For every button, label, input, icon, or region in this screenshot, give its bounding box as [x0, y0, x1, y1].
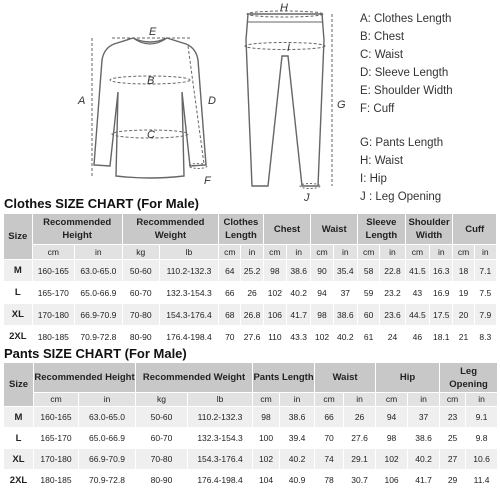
legend-item: A: Clothes Length [360, 13, 452, 25]
measurement-legend [360, 10, 500, 206]
legend-item: D: Sleeve Length [360, 67, 449, 79]
table-cell: 98 [311, 304, 333, 326]
table-cell: 170-180 [34, 449, 79, 470]
unit-cell: cm [34, 393, 79, 407]
table-cell: 21 [453, 326, 474, 348]
table-cell: 38.6 [287, 260, 311, 282]
label-d: D [208, 95, 216, 107]
table-cell: 27.6 [344, 428, 376, 449]
unit-cell: in [287, 245, 311, 260]
header-clothes-length: Clothes Length [219, 214, 264, 245]
unit-cell: in [333, 245, 357, 260]
header-recommended-height: Recommended Height [32, 214, 122, 245]
legend-item: E: Shoulder Width [360, 85, 453, 97]
unit-cell: cm [263, 245, 286, 260]
unit-cell: kg [136, 393, 188, 407]
size-cell: 2XL [4, 326, 33, 348]
table-cell: 26 [241, 282, 263, 304]
table-cell: 29.1 [344, 449, 376, 470]
header-waist: Waist [315, 363, 376, 393]
size-cell: 2XL [4, 470, 34, 491]
table-cell: 100 [253, 428, 280, 449]
table-cell: 110.2-132.3 [188, 407, 253, 428]
label-j: J [304, 192, 310, 204]
table-cell: 132.3-154.3 [159, 282, 218, 304]
clothes-table-body [4, 260, 497, 348]
table-cell: 104 [253, 470, 280, 491]
shirt-outline [94, 38, 206, 178]
table-cell: 20 [453, 304, 474, 326]
table-cell: 23.2 [380, 282, 405, 304]
legend-item: G: Pants Length [360, 137, 444, 149]
pants-size-table [3, 362, 498, 491]
table-cell: 70 [315, 428, 344, 449]
table-cell: 18 [453, 260, 474, 282]
table-cell: 11.4 [466, 470, 498, 491]
table-row [4, 260, 497, 282]
table-cell: 68 [219, 304, 241, 326]
table-cell: 26.8 [241, 304, 263, 326]
table-cell: 40.9 [280, 470, 315, 491]
table-cell: 41.7 [408, 470, 440, 491]
legend-spacer [360, 118, 500, 134]
table-cell: 27.6 [241, 326, 263, 348]
table-cell: 160-165 [34, 407, 79, 428]
table-cell: 63.0-65.0 [79, 407, 136, 428]
table-cell: 70.9-72.8 [79, 470, 136, 491]
table-cell: 65.0-66.9 [75, 282, 123, 304]
unit-cell: in [280, 393, 315, 407]
unit-cell: lb [188, 393, 253, 407]
table-cell: 39.4 [280, 428, 315, 449]
table-cell: 44.5 [405, 304, 429, 326]
table-cell: 9.8 [466, 428, 498, 449]
table-cell: 106 [376, 470, 408, 491]
pants-chart-title: Pants SIZE CHART (For Male) [4, 346, 187, 361]
table-cell: 9.1 [466, 407, 498, 428]
table-cell: 66.9-70.9 [75, 304, 123, 326]
table-cell: 176.4-198.4 [159, 326, 218, 348]
header-size: Size [4, 214, 33, 260]
label-i: I [287, 42, 291, 54]
table-cell: 30.7 [344, 470, 376, 491]
table-cell: 165-170 [32, 282, 74, 304]
table-cell: 8.3 [474, 326, 496, 348]
unit-cell: in [241, 245, 263, 260]
header-cuff: Cuff [453, 214, 497, 245]
label-f: F [204, 175, 211, 187]
table-row [4, 326, 497, 348]
table-cell: 37 [408, 407, 440, 428]
clothes-chart-title: Clothes SIZE CHART (For Male) [4, 196, 200, 211]
table-cell: 38.6 [333, 304, 357, 326]
table-cell: 10.6 [466, 449, 498, 470]
header-hip: Hip [376, 363, 440, 393]
header-recommended-weight: Recommended Weight [136, 363, 253, 393]
label-c: C [147, 129, 155, 141]
unit-cell: in [75, 245, 123, 260]
unit-cell: cm [440, 393, 466, 407]
table-cell: 180-185 [34, 470, 79, 491]
unit-cell: in [408, 393, 440, 407]
table-cell: 180-185 [32, 326, 74, 348]
table-cell: 74 [315, 449, 344, 470]
table-cell: 41.5 [405, 260, 429, 282]
size-cell: M [4, 407, 34, 428]
size-cell: XL [4, 449, 34, 470]
table-cell: 7.9 [474, 304, 496, 326]
legend-item: H: Waist [360, 155, 404, 167]
size-cell: L [4, 282, 33, 304]
table-cell: 17.5 [430, 304, 453, 326]
table-cell: 80-90 [122, 326, 159, 348]
table-cell: 40.2 [333, 326, 357, 348]
table-cell: 59 [358, 282, 380, 304]
table-cell: 98 [376, 428, 408, 449]
unit-cell: lb [159, 245, 218, 260]
header-sleeve-length: Sleeve Length [358, 214, 406, 245]
table-cell: 78 [315, 470, 344, 491]
table-cell: 160-165 [32, 260, 74, 282]
header-waist: Waist [311, 214, 358, 245]
table-cell: 94 [311, 282, 333, 304]
table-cell: 106 [263, 304, 286, 326]
table-cell: 60 [358, 304, 380, 326]
header-leg-opening: Leg Opening [440, 363, 498, 393]
size-cell: M [4, 260, 33, 282]
unit-cell: cm [453, 245, 474, 260]
table-cell: 37 [333, 282, 357, 304]
table-row [4, 407, 498, 428]
table-cell: 60-70 [122, 282, 159, 304]
table-cell: 66.9-70.9 [79, 449, 136, 470]
header-shoulder-width: Shoulder Width [405, 214, 453, 245]
table-cell: 65.0-66.9 [79, 428, 136, 449]
clothes-size-table [3, 213, 497, 348]
table-cell: 70.9-72.8 [75, 326, 123, 348]
table-cell: 154.3-176.4 [188, 449, 253, 470]
table-cell: 50-60 [122, 260, 159, 282]
table-cell: 38.6 [280, 407, 315, 428]
table-cell: 18.1 [430, 326, 453, 348]
table-cell: 176.4-198.4 [188, 470, 253, 491]
table-cell: 98 [263, 260, 286, 282]
table-cell: 66 [315, 407, 344, 428]
legend-item: F: Cuff [360, 103, 395, 115]
unit-cell: cm [253, 393, 280, 407]
unit-cell: in [79, 393, 136, 407]
table-row [4, 428, 498, 449]
unit-cell: cm [219, 245, 241, 260]
table-row [4, 449, 498, 470]
table-cell: 102 [376, 449, 408, 470]
table-cell: 7.5 [474, 282, 496, 304]
table-cell: 154.3-176.4 [159, 304, 218, 326]
table-cell: 102 [253, 449, 280, 470]
table-row [4, 304, 497, 326]
table-cell: 41.7 [287, 304, 311, 326]
table-cell: 80-90 [136, 470, 188, 491]
table-cell: 23 [440, 407, 466, 428]
table-cell: 94 [376, 407, 408, 428]
legend-item: C: Waist [360, 49, 404, 61]
table-cell: 70-80 [136, 449, 188, 470]
table-cell: 110 [263, 326, 286, 348]
table-cell: 43 [405, 282, 429, 304]
header-size: Size [4, 363, 34, 407]
size-cell: L [4, 428, 34, 449]
table-cell: 27 [440, 449, 466, 470]
label-e: E [149, 26, 157, 38]
pants-table-body [4, 407, 498, 491]
table-cell: 61 [358, 326, 380, 348]
header-chest: Chest [263, 214, 311, 245]
pants-outline [246, 14, 324, 186]
table-row [4, 282, 497, 304]
table-cell: 26 [344, 407, 376, 428]
unit-cell: cm [376, 393, 408, 407]
label-g: G [337, 99, 346, 111]
table-cell: 70-80 [122, 304, 159, 326]
table-cell: 7.1 [474, 260, 496, 282]
label-a: A [78, 95, 86, 107]
header-recommended-height: Recommended Height [34, 363, 136, 393]
table-cell: 40.2 [287, 282, 311, 304]
table-cell: 16.3 [430, 260, 453, 282]
table-cell: 102 [311, 326, 333, 348]
table-cell: 25.2 [241, 260, 263, 282]
unit-cell: kg [122, 245, 159, 260]
unit-cell: in [466, 393, 498, 407]
table-cell: 90 [311, 260, 333, 282]
table-cell: 29 [440, 470, 466, 491]
table-cell: 98 [253, 407, 280, 428]
table-cell: 40.2 [408, 449, 440, 470]
unit-cell: in [430, 245, 453, 260]
table-cell: 170-180 [32, 304, 74, 326]
table-row [4, 470, 498, 491]
table-cell: 50-60 [136, 407, 188, 428]
table-cell: 19 [453, 282, 474, 304]
table-cell: 35.4 [333, 260, 357, 282]
unit-cell: in [474, 245, 496, 260]
unit-cell: in [380, 245, 405, 260]
table-cell: 70 [219, 326, 241, 348]
label-h: H [280, 2, 288, 14]
table-cell: 132.3-154.3 [188, 428, 253, 449]
size-cell: XL [4, 304, 33, 326]
table-cell: 102 [263, 282, 286, 304]
table-cell: 58 [358, 260, 380, 282]
table-cell: 24 [380, 326, 405, 348]
unit-cell: cm [32, 245, 74, 260]
table-cell: 46 [405, 326, 429, 348]
table-cell: 25 [440, 428, 466, 449]
header-pants-length: Pants Length [253, 363, 315, 393]
unit-cell: in [344, 393, 376, 407]
legend-item: B: Chest [360, 31, 405, 43]
unit-cell: cm [405, 245, 429, 260]
header-recommended-weight: Recommended Weight [122, 214, 218, 245]
label-b: B [147, 75, 155, 87]
legend-item: J : Leg Opening [360, 191, 442, 203]
table-cell: 60-70 [136, 428, 188, 449]
unit-cell: cm [358, 245, 380, 260]
table-cell: 38.6 [408, 428, 440, 449]
unit-cell: cm [311, 245, 333, 260]
table-cell: 64 [219, 260, 241, 282]
table-cell: 63.0-65.0 [75, 260, 123, 282]
table-cell: 23.6 [380, 304, 405, 326]
unit-cell: cm [315, 393, 344, 407]
table-cell: 40.2 [280, 449, 315, 470]
table-cell: 110.2-132.3 [159, 260, 218, 282]
table-cell: 165-170 [34, 428, 79, 449]
legend-item: I: Hip [360, 173, 387, 185]
table-cell: 16.9 [430, 282, 453, 304]
table-cell: 66 [219, 282, 241, 304]
table-cell: 43.3 [287, 326, 311, 348]
table-cell: 22.8 [380, 260, 405, 282]
